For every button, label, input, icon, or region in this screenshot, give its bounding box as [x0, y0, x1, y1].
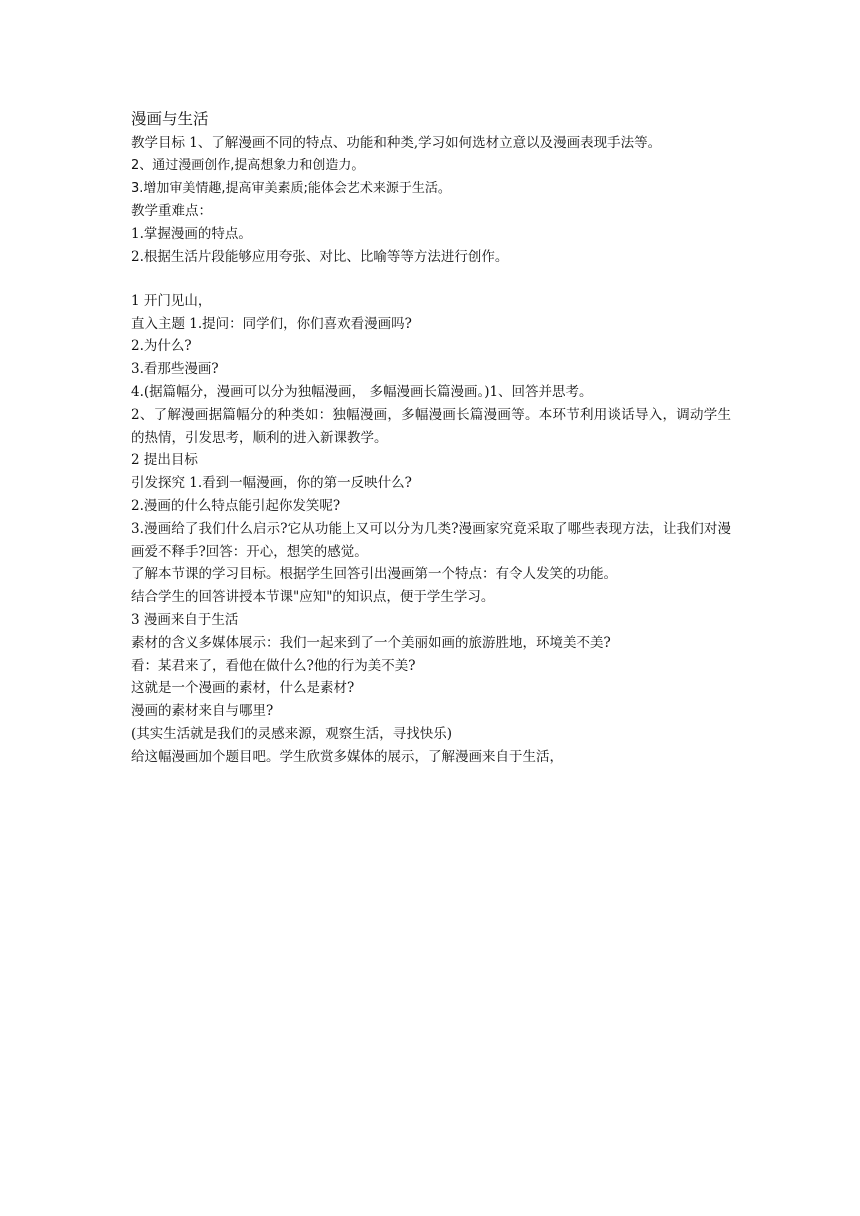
key-point-line: 2.根据生活片段能够应用夸张、对比、比喻等等方法进行创作。 — [131, 248, 509, 265]
paragraph-line: 2.漫画的什么特点能引起你发笑呢? — [131, 497, 341, 514]
paragraph-block: 3.漫画给了我们什么启示?它从功能上又可以分为几类?漫画家究竟采取了哪些表现方法，让我们对漫画爱不释手?回答：开心，想笑的感觉。 — [131, 520, 731, 560]
paragraph-line: 直入主题 1.提问：同学们，你们喜欢看漫画吗? — [131, 315, 412, 332]
paragraph-line: 漫画的素材来自与哪里? — [131, 703, 274, 720]
paragraph-line: 3.看那些漫画? — [131, 361, 219, 378]
paragraph-line: 这就是一个漫画的素材，什么是素材? — [131, 680, 355, 697]
key-points-heading: 教学重难点： — [131, 203, 212, 220]
paragraph-line: (其实生活就是我们的灵感来源，观察生活，寻找快乐) — [131, 725, 453, 742]
paragraph-line: 看：某君来了，看他在做什么?他的行为美不美? — [131, 657, 416, 674]
blank-line — [131, 269, 731, 290]
objective-line: 2、通过漫画创作,提高想象力和创造力。 — [131, 157, 365, 173]
paragraph-line: 给这幅漫画加个题目吧。学生欣赏多媒体的展示，了解漫画来自于生活， — [131, 748, 563, 765]
section-heading: 3 漫画来自于生活 — [131, 611, 239, 628]
paragraph-line: 了解本节课的学习目标。根据学生回答引出漫画第一个特点：有令人发笑的功能。 — [131, 566, 617, 583]
section-heading: 1 开门见山， — [131, 292, 212, 309]
objective-line: 3.增加审美情趣,提高审美素质;能体会艺术来源于生活。 — [131, 180, 451, 196]
document-page — [131, 107, 731, 769]
key-point-line: 1.掌握漫画的特点。 — [131, 226, 252, 243]
objective-line: 教学目标 1、了解漫画不同的特点、功能和种类,学习如何选材立意以及漫画表现手法等。 — [131, 135, 662, 151]
paragraph-line: 引发探究 1.看到一幅漫画，你的第一反映什么? — [131, 475, 412, 492]
paragraph-line: 2.为什么? — [131, 338, 192, 355]
paragraph-block: 2、了解漫画据篇幅分的种类如：独幅漫画，多幅漫画长篇漫画等。本环节利用谈话导入，调动学生的热情，引发思考，顺利的进入新课教学。 — [131, 406, 731, 446]
paragraph-line: 素材的含义多媒体展示：我们一起来到了一个美丽如画的旅游胜地，环境美不美? — [131, 634, 611, 651]
paragraph-line: 4.(据篇幅分，漫画可以分为独幅漫画， 多幅漫画长篇漫画。)1、回答并思考。 — [131, 383, 593, 400]
document-title: 漫画与生活 — [131, 110, 209, 128]
paragraph-line: 结合学生的回答讲授本节课"应知"的知识点，便于学生学习。 — [131, 589, 495, 606]
section-heading: 2 提出目标 — [131, 452, 198, 469]
